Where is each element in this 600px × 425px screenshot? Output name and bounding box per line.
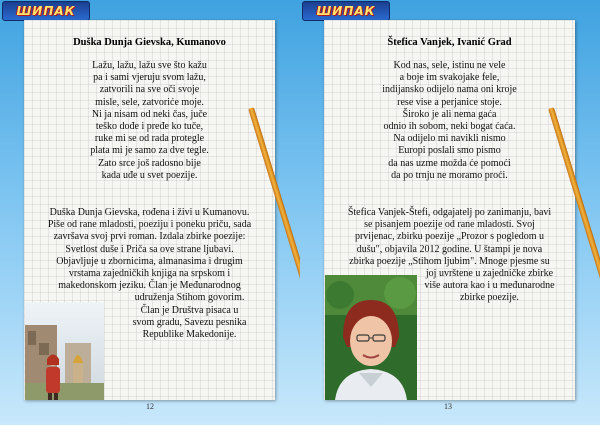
bio-line: Piše od rane mladosti, poeziju i poneku priču, sada xyxy=(47,219,252,231)
poem-line: Na odijelo mi navikli nismo xyxy=(393,133,506,145)
poem-line: teško dođe i pređe ko tuče, xyxy=(95,121,204,133)
bio-line: vrstama zajedničkih knjiga na srpskom i xyxy=(68,268,231,280)
poem-body xyxy=(24,60,275,182)
poem-line: kada uđe u svet poezije. xyxy=(101,169,198,181)
poem-line: Zato srce još radosno bije xyxy=(98,157,201,169)
poem-line: Široko je ali nema gaća xyxy=(402,108,497,120)
bio-line: makedonskom jeziku. Član je Međunarodnog xyxy=(58,280,241,292)
poem-line: Kod nas, sele, istinu ne vele xyxy=(393,60,506,71)
right-page xyxy=(300,0,600,425)
bio-line: svom gradu, Savezu pesnika xyxy=(132,316,247,328)
bio-line: Član je Društva pisaca u xyxy=(140,304,239,316)
poem-line: Lažu, lažu, lažu sve što kažu xyxy=(92,60,207,71)
poem-line: da nas uzme možda će pomoći xyxy=(388,157,511,169)
bio-line: se pisanjem poezije od rane mladosti. Svoj xyxy=(364,219,535,231)
poem-line: zatvorili na sve oči svoje xyxy=(99,84,200,96)
bio-line: dušu", objavila 2012 godine. U štampi je nova xyxy=(356,243,543,255)
bio-line: završava svoj prvi roman. Izdala zbirke poezije: xyxy=(53,231,246,243)
bio-line: Svetlost duše i Priča sa ove strane ljubavi. xyxy=(65,243,234,255)
bio-line: više autora kao i u međunarodne xyxy=(424,280,555,292)
bio-line: prvijenac, zbirku poezije „Prozor s pogledom u xyxy=(354,231,545,243)
poem-title: Štefica Vanjek, Ivanić Grad xyxy=(387,37,512,48)
bio-line: zbirka poezije „Stihom ljubim". Mnoge pjesme su xyxy=(349,255,550,267)
author-photo-image xyxy=(25,303,104,400)
poem-line: Ni ja nisam od neki čas, juče xyxy=(91,108,208,120)
poem-line: plata mi je samo za dve tegle. xyxy=(90,145,209,157)
poem-line: Europi poslali smo pismo xyxy=(398,145,501,157)
bio-line: Štefica Vanjek-Štefi, odgajatelj po zanimanju, bavi xyxy=(347,207,552,218)
bio-line: udruženja Stihom govorim. xyxy=(134,292,245,304)
page-number: 13 xyxy=(444,402,452,411)
poem-line: a boje im svakojake fele, xyxy=(399,72,500,84)
poem-line: pa i sami vjeruju svom lažu, xyxy=(93,72,206,84)
poem-line: odnio ih sobom, neki bogat ćaća. xyxy=(383,121,516,133)
bio-line: Republike Makedonije. xyxy=(142,329,237,341)
poem-title: Duška Dunja Gievska, Kumanovo xyxy=(73,37,226,48)
poem-line: misle, sele, zatvoriće moje. xyxy=(95,96,204,108)
poem-line: ruke mi se od rada protegle xyxy=(94,133,205,145)
author-photo xyxy=(25,303,104,400)
poem-line: rese vise a perjanice stoje. xyxy=(397,96,502,108)
bio-line: Duška Dunja Gievska, rođena i živi u Kumanovu. xyxy=(49,207,250,218)
poem-line: indijansko odijelo nama oni kroje xyxy=(382,84,517,96)
bio-line: Objavljuje u zbornicima, almanasima i drugim xyxy=(56,255,243,267)
author-photo xyxy=(325,275,417,400)
bio-line: zbirke poezije. xyxy=(460,292,519,304)
poem-line: da po trnju ne moramo proći. xyxy=(391,169,508,181)
page-number: 12 xyxy=(146,402,154,411)
poem-body xyxy=(324,60,575,182)
bio-line: joj uvrštene u zajedničke zbirke xyxy=(425,268,554,280)
magazine-logo: ШИПАК xyxy=(302,1,390,21)
author-photo-image xyxy=(325,275,417,400)
magazine-logo: ШИПАК xyxy=(2,1,90,21)
